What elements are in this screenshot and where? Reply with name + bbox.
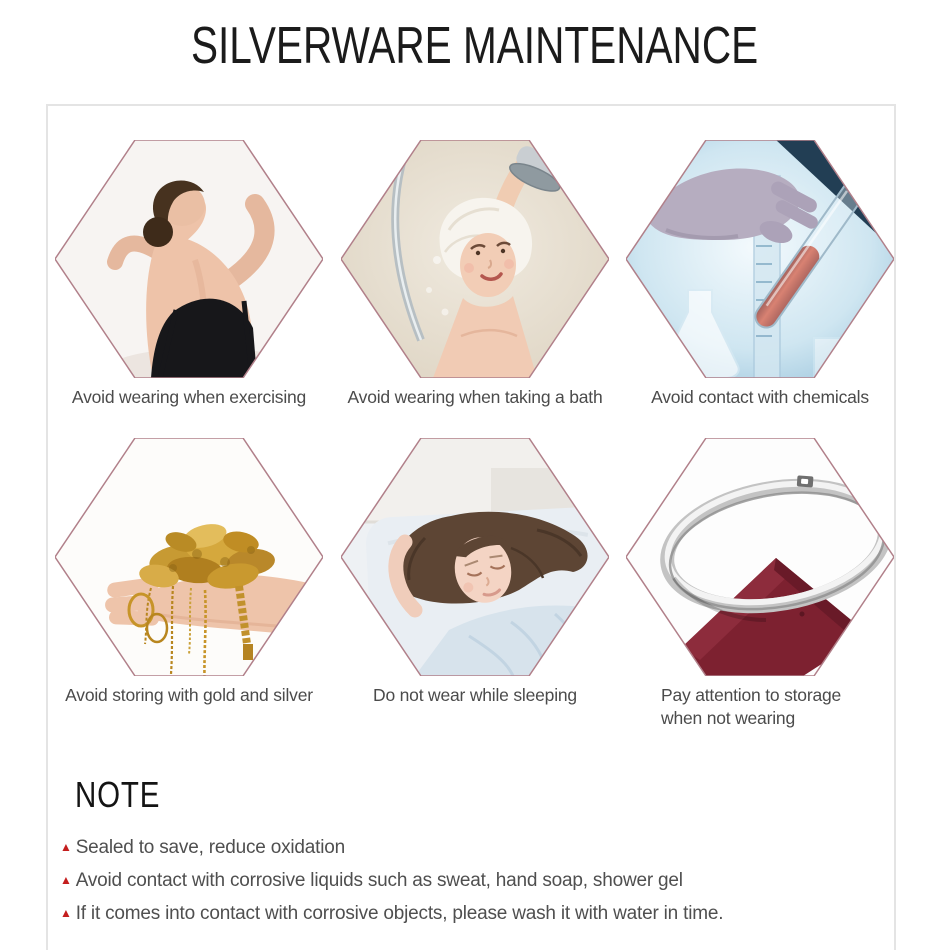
note-heading-text: NOTE xyxy=(75,774,161,815)
tip-caption: Pay attention to storage when not wearing xyxy=(661,685,842,728)
note-list xyxy=(60,835,880,934)
note-heading xyxy=(75,774,179,816)
tip-storage xyxy=(626,438,894,728)
note-item-text: Sealed to save, reduce oxidation xyxy=(75,837,345,858)
gold-jewelry-in-hand-photo xyxy=(55,438,323,676)
note-item xyxy=(60,868,880,893)
tip-caption: Avoid contact with chemicals xyxy=(651,387,869,407)
tip-chemicals xyxy=(626,140,894,407)
note-item xyxy=(60,835,880,860)
chemical-test-tube-photo xyxy=(626,140,894,378)
sleeping-woman-photo xyxy=(341,438,609,676)
page-title-text: SILVERWARE MAINTENANCE xyxy=(191,17,759,75)
silver-bangle-on-box-photo xyxy=(626,438,894,676)
tip-sleeping xyxy=(341,438,609,705)
red-triangle-icon: ▲ xyxy=(60,840,72,854)
tip-caption: Avoid wearing when taking a bath xyxy=(347,387,603,407)
red-triangle-icon: ▲ xyxy=(60,906,72,920)
note-item-text: Avoid contact with corrosive liquids such as sweat, hand soap, shower gel xyxy=(75,870,683,891)
woman-shower-photo xyxy=(341,140,609,378)
tip-caption: Avoid wearing when exercising xyxy=(71,387,307,407)
tip-gold-storage xyxy=(55,438,323,705)
tip-caption: Do not wear while sleeping xyxy=(373,685,577,705)
content-panel xyxy=(46,104,896,950)
note-item-text: If it comes into contact with corrosive objects, please wash it with water in time. xyxy=(75,903,724,924)
red-triangle-icon: ▲ xyxy=(60,873,72,887)
page-title xyxy=(0,16,950,76)
note-item xyxy=(60,901,880,926)
tip-exercising xyxy=(55,140,323,407)
woman-exercising-photo xyxy=(55,140,323,378)
tip-caption: Avoid storing with gold and silver xyxy=(65,685,313,705)
tip-bath xyxy=(341,140,609,407)
